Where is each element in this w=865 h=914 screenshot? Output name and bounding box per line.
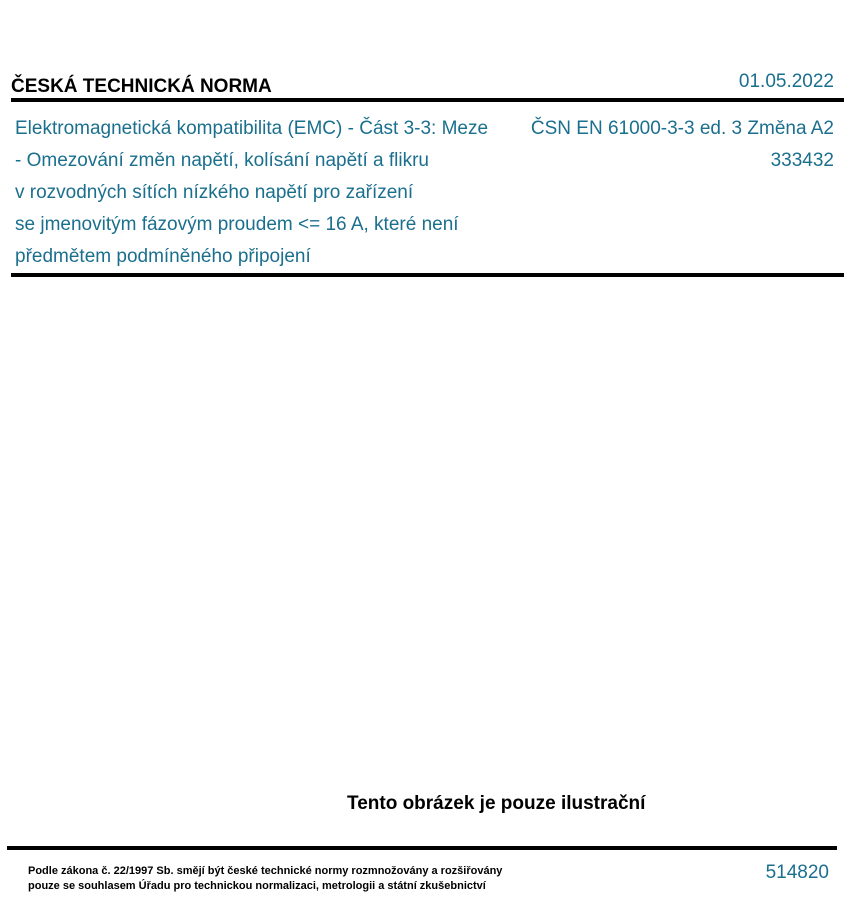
standard-code: ČSN EN 61000-3-3 ed. 3 Změna A2 — [530, 118, 834, 139]
standard-title-line-2: - Omezování změn napětí, kolísání napětí a flikru — [15, 150, 429, 171]
standard-title-line-1: Elektromagnetická kompatibilita (EMC) - Část 3-3: Meze — [15, 118, 489, 139]
publication-date: 01.05.2022 — [738, 71, 834, 92]
norm-label: ČESKÁ TECHNICKÁ NORMA — [11, 76, 272, 97]
legal-notice-line-1: Podle zákona č. 22/1997 Sb. smějí být české technické normy rozmnožovány a rozšiřovány — [28, 865, 503, 877]
footer-divider — [7, 846, 837, 850]
illustration-note: Tento obrázek je pouze ilustrační — [347, 793, 646, 814]
title-divider — [11, 273, 844, 277]
document-id: 514820 — [765, 862, 829, 883]
header-divider — [11, 98, 844, 102]
legal-notice-line-2: pouze se souhlasem Úřadu pro technickou normalizaci, metrologii a státní zkušebnictví — [28, 880, 486, 892]
standard-title-line-4: se jmenovitým fázovým proudem <= 16 A, které není — [15, 214, 459, 235]
standard-title-line-5: předmětem podmíněného připojení — [15, 246, 311, 267]
standard-title-line-3: v rozvodných sítích nízkého napětí pro zařízení — [15, 182, 414, 203]
standard-number: 333432 — [770, 150, 834, 171]
